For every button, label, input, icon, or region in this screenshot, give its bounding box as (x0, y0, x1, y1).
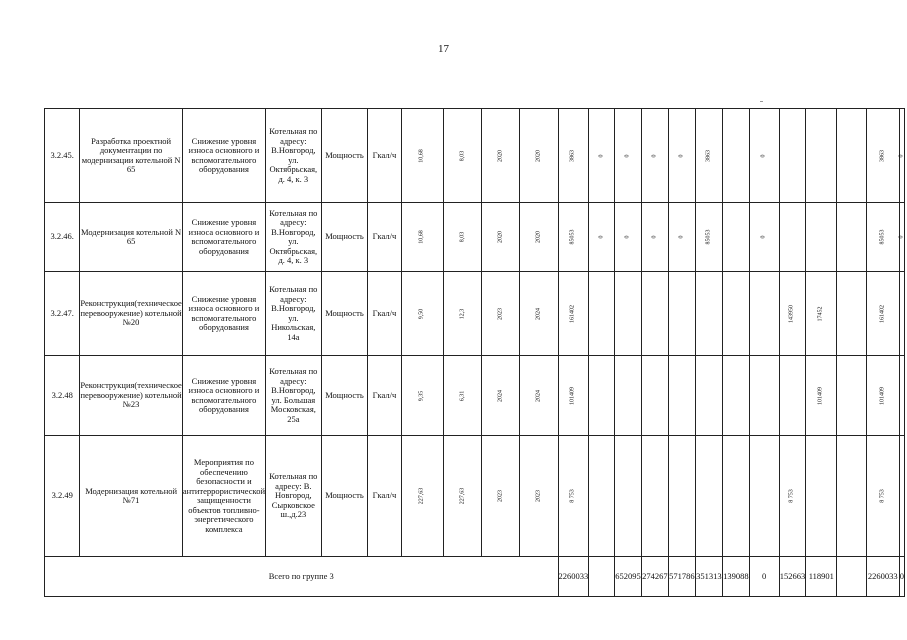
funding-cell (806, 356, 837, 436)
funding-cell-text: 0 (760, 235, 767, 239)
total-cost-text: 8 753 (569, 489, 576, 503)
value-before (401, 436, 444, 557)
year-end-text: 2024 (535, 307, 542, 320)
funding-cell (899, 356, 904, 436)
funding-cell (779, 436, 806, 557)
value-after (444, 203, 482, 272)
funding-cell-text: 85053 (878, 229, 885, 245)
funding-cell (866, 436, 899, 557)
unit: Гкал/ч (368, 436, 401, 557)
unit: Гкал/ч (368, 356, 401, 436)
row-number: 3.2.45. (45, 109, 80, 203)
funding-cell-text: 101409 (817, 386, 824, 405)
total-funding-cell: 2260033 (866, 557, 899, 597)
funding-cell-text: 8 753 (788, 489, 795, 503)
indicator-name: Мощность (321, 436, 368, 557)
funding-cell (695, 272, 722, 356)
funding-cell-text: 143950 (788, 304, 795, 323)
year-start (482, 356, 520, 436)
funding-cell-text: 0 (651, 235, 658, 239)
funding-cell (695, 356, 722, 436)
project-address: Котельная по адресу: В. Новгород, Сырковское ш.,д.23 (266, 436, 322, 557)
row-number: 3.2.47. (45, 272, 80, 356)
project-address: Котельная по адресу: В.Новгород, ул. Октябрьская, д. 4, к. 3 (266, 109, 322, 203)
project-goal: Снижение уровня износа основного и вспомогательного оборудования (182, 272, 265, 356)
year-end-text: 2023 (535, 490, 542, 502)
project-address: Котельная по адресу: В.Новгород, ул. Октябрьская, д. 4, к. 3 (266, 203, 322, 272)
funding-cell-text: 85053 (705, 229, 712, 245)
funding-cell (695, 436, 722, 557)
funding-cell-text: 0 (597, 235, 604, 239)
total-label: Всего по группе 3 (45, 557, 559, 597)
year-start-text: 2024 (497, 389, 504, 402)
total-funding-cell: 139088 (722, 557, 749, 597)
total-cost (558, 203, 589, 272)
project-goal: Снижение уровня износа основного и вспомогательного оборудования (182, 203, 265, 272)
funding-cell (779, 356, 806, 436)
row-number: 3.2.49 (45, 436, 80, 557)
table-row (45, 436, 905, 557)
funding-cell-text: 0 (624, 154, 631, 157)
year-end (520, 436, 558, 557)
funding-cell-text: 0 (678, 235, 685, 239)
funding-cell (899, 436, 904, 557)
funding-cell (589, 203, 615, 272)
row-number: 3.2.46. (45, 203, 80, 272)
funding-cell (749, 356, 779, 436)
funding-cell-text: 161402 (878, 304, 885, 323)
total-funding-cell (589, 557, 615, 597)
year-start-text: 2023 (497, 490, 504, 502)
funding-cell (749, 109, 779, 203)
total-funding-cell: 0 (899, 557, 904, 597)
funding-cell (589, 109, 615, 203)
funding-cell (668, 109, 695, 203)
funding-cell (749, 436, 779, 557)
funding-cell (722, 356, 749, 436)
row-number: 3.2.48 (45, 356, 80, 436)
year-start (482, 272, 520, 356)
funding-cell (837, 436, 867, 557)
indicator-name: Мощность (321, 356, 368, 436)
project-name: Реконструкция(техническое перевооружение) котельной №20 (80, 272, 182, 356)
value-after-text: 8,03 (459, 231, 466, 243)
funding-cell (779, 203, 806, 272)
total-funding-cell: 0 (749, 557, 779, 597)
year-end (520, 109, 558, 203)
page-number: 17 (438, 43, 449, 55)
total-sum: 2260033 (558, 557, 589, 597)
unit: Гкал/ч (368, 272, 401, 356)
year-end (520, 272, 558, 356)
year-end-text: 2024 (535, 389, 542, 402)
value-after-text: 12,3 (459, 308, 466, 319)
funding-cell (641, 356, 668, 436)
funding-cell-text: 0 (898, 154, 905, 157)
project-goal: Снижение уровня износа основного и вспомогательного оборудования (182, 356, 265, 436)
funding-cell-text: 0 (597, 154, 604, 157)
funding-cell (866, 356, 899, 436)
value-after (444, 272, 482, 356)
funding-cell (837, 356, 867, 436)
funding-cell-text: 0 (898, 235, 905, 239)
funding-cell (668, 356, 695, 436)
value-before-text: 10,68 (418, 148, 425, 163)
funding-cell (668, 203, 695, 272)
funding-cell (668, 436, 695, 557)
funding-cell (614, 203, 641, 272)
funding-cell (899, 203, 904, 272)
investment-table (44, 108, 905, 597)
funding-cell (779, 272, 806, 356)
funding-cell-text: 3863 (705, 149, 712, 162)
year-start-text: 2020 (497, 231, 504, 243)
value-before (401, 109, 444, 203)
funding-cell (806, 272, 837, 356)
funding-cell-text: 17452 (817, 306, 824, 321)
value-after-text: 6,31 (459, 390, 466, 401)
funding-cell (806, 203, 837, 272)
funding-cell (614, 436, 641, 557)
year-end-text: 2020 (535, 231, 542, 243)
funding-cell (722, 436, 749, 557)
value-after-text: 227,63 (459, 487, 466, 505)
funding-cell (806, 109, 837, 203)
funding-cell-text: 0 (760, 154, 767, 157)
total-row (45, 557, 905, 597)
total-funding-cell: 652095 (614, 557, 641, 597)
total-funding-cell: 152663 (779, 557, 806, 597)
funding-cell-text: 0 (624, 235, 631, 239)
funding-cell (837, 109, 867, 203)
value-before-text: 9,35 (418, 390, 425, 401)
year-end-text: 2020 (535, 149, 542, 162)
total-cost (558, 356, 589, 436)
total-cost-text: 85053 (569, 229, 576, 245)
funding-cell-text: 3863 (878, 149, 885, 162)
total-funding-cell (837, 557, 867, 597)
project-goal: Снижение уровня износа основного и вспомогательного оборудования (182, 109, 265, 203)
funding-cell (722, 272, 749, 356)
funding-cell (837, 272, 867, 356)
funding-cell (641, 436, 668, 557)
project-name: Разработка проектной документации по модернизации котельной N 65 (80, 109, 182, 203)
value-before-text: 9,50 (418, 308, 425, 319)
indicator-name: Мощность (321, 109, 368, 203)
total-cost (558, 272, 589, 356)
funding-cell (668, 272, 695, 356)
funding-cell (614, 356, 641, 436)
scan-mark (760, 101, 763, 102)
value-after-text: 8,03 (459, 150, 466, 161)
funding-cell (806, 436, 837, 557)
value-after (444, 436, 482, 557)
year-end (520, 203, 558, 272)
funding-cell (614, 272, 641, 356)
funding-cell (589, 272, 615, 356)
total-funding-cell: 118901 (806, 557, 837, 597)
total-cost (558, 436, 589, 557)
funding-cell (899, 109, 904, 203)
funding-cell (837, 203, 867, 272)
year-start (482, 436, 520, 557)
indicator-name: Мощность (321, 203, 368, 272)
year-start (482, 203, 520, 272)
project-address: Котельная по адресу: В.Новгород, ул. Никольская, 14а (266, 272, 322, 356)
table-row (45, 203, 905, 272)
funding-cell (899, 272, 904, 356)
funding-cell (749, 203, 779, 272)
funding-cell-text: 101409 (878, 386, 885, 405)
year-start-text: 2023 (497, 307, 504, 320)
unit: Гкал/ч (368, 109, 401, 203)
project-address: Котельная по адресу: В.Новгород, ул. Большая Московская, 25а (266, 356, 322, 436)
value-after (444, 356, 482, 436)
indicator-name: Мощность (321, 272, 368, 356)
year-start (482, 109, 520, 203)
funding-cell (695, 109, 722, 203)
funding-cell (641, 272, 668, 356)
project-name: Реконструкция(техническое перевооружение) котельной №23 (80, 356, 182, 436)
project-name: Модернизация котельной N 65 (80, 203, 182, 272)
value-before (401, 203, 444, 272)
value-before (401, 356, 444, 436)
total-cost-text: 161402 (569, 304, 576, 323)
unit: Гкал/ч (368, 203, 401, 272)
funding-cell-text: 0 (651, 154, 658, 157)
funding-cell-text: 0 (678, 154, 685, 157)
table-row (45, 272, 905, 356)
funding-cell (722, 109, 749, 203)
funding-cell (779, 109, 806, 203)
value-before-text: 10,68 (418, 230, 425, 244)
funding-cell (866, 272, 899, 356)
year-start-text: 2020 (497, 149, 504, 162)
funding-cell-text: 8 753 (878, 489, 885, 503)
funding-cell (866, 109, 899, 203)
value-before-text: 227,63 (418, 487, 425, 505)
funding-cell (614, 109, 641, 203)
funding-cell (589, 436, 615, 557)
table-row (45, 356, 905, 436)
total-cost-text: 3863 (569, 149, 576, 162)
project-goal: Мероприятия по обеспечению безопасности и антитеррористической защищенности объектов топливно-энергетического комплекса (182, 436, 265, 557)
funding-cell (722, 203, 749, 272)
total-funding-cell: 274267 (641, 557, 668, 597)
project-name: Модернизация котельной №71 (80, 436, 182, 557)
value-before (401, 272, 444, 356)
funding-cell (695, 203, 722, 272)
funding-cell (866, 203, 899, 272)
total-funding-cell: 571786 (668, 557, 695, 597)
year-end (520, 356, 558, 436)
total-cost (558, 109, 589, 203)
funding-cell (589, 356, 615, 436)
total-funding-cell: 351313 (695, 557, 722, 597)
funding-cell (641, 203, 668, 272)
table-row (45, 109, 905, 203)
value-after (444, 109, 482, 203)
total-cost-text: 101409 (569, 386, 576, 405)
funding-cell (641, 109, 668, 203)
funding-cell (749, 272, 779, 356)
